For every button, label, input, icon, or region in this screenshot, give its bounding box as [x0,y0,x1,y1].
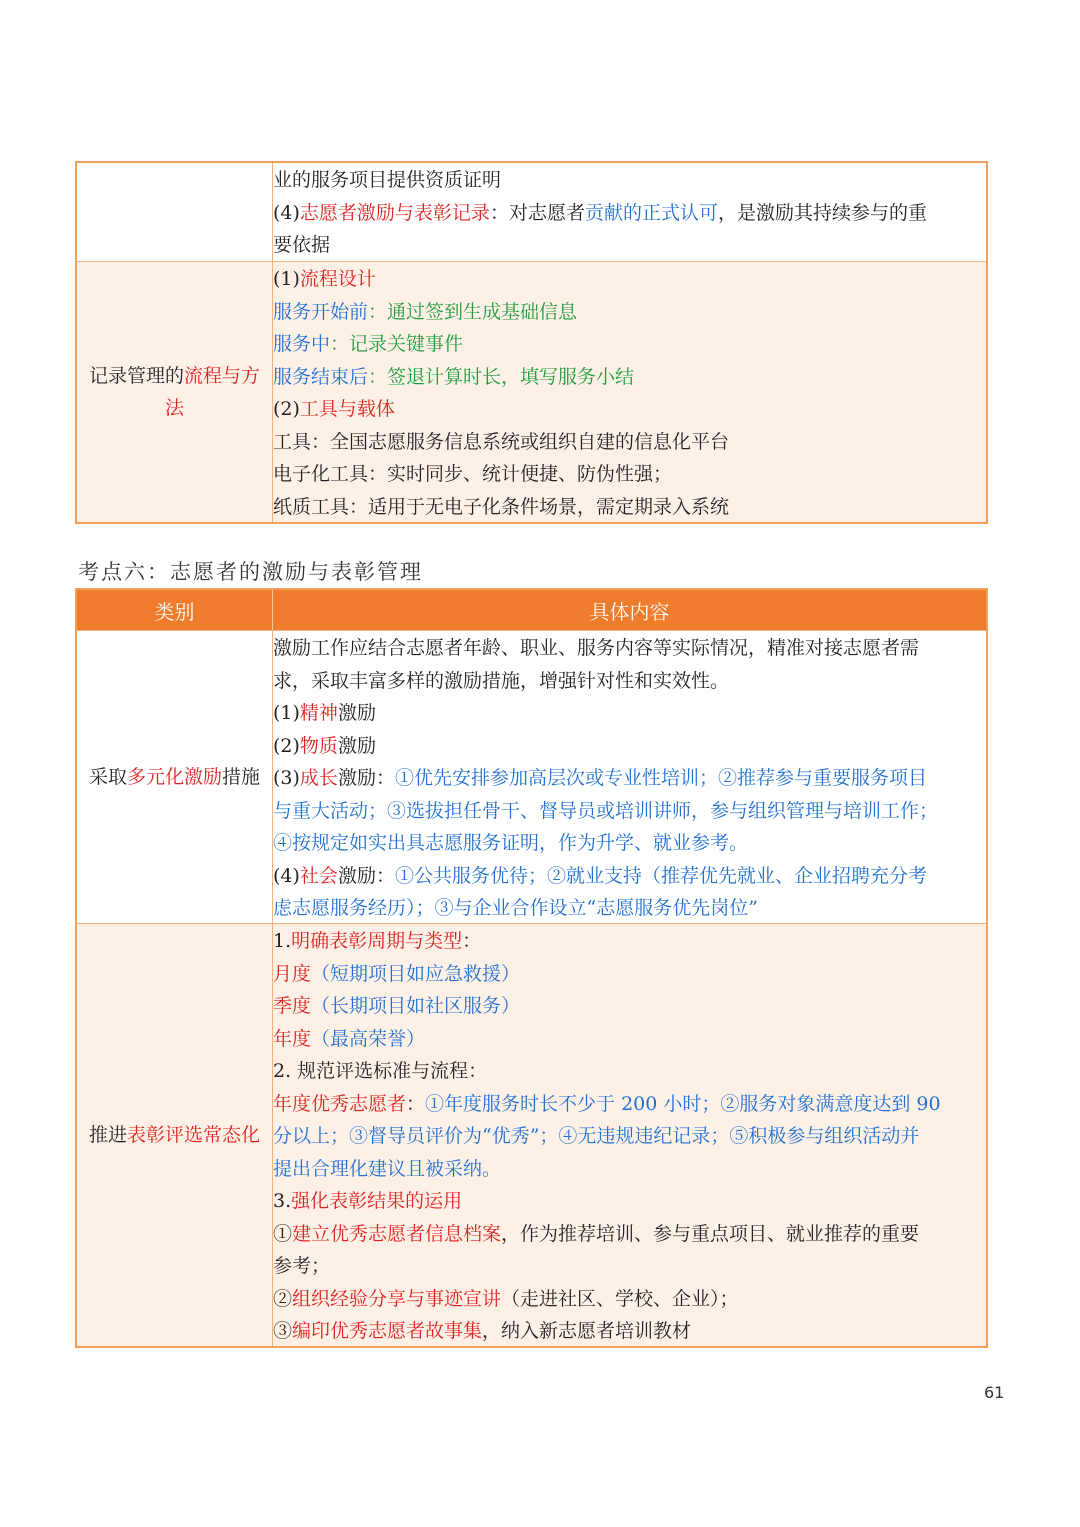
content-line: 电子化工具：实时同步、统计便捷、防伪性强； [273,463,673,485]
highlight-text: 工具与载体 [299,398,395,420]
header-content: 具体内容 [589,599,670,624]
highlight-text: 成长 [299,767,338,789]
highlight-text: 明确表彰周期与类型 [291,930,463,952]
highlight-text: ：记录关键事件 [330,333,464,355]
text: 激励： [337,864,395,887]
highlight-text: 志愿者激励与表彰记录 [299,201,490,224]
page-number: 61 [984,1383,1005,1402]
category-highlight: 表彰评选常态化 [127,1124,261,1146]
header-category: 类别 [77,590,273,630]
content-line: 业的服务项目提供资质证明 [273,169,502,191]
text: ，纳入新志愿者培训教材 [482,1320,692,1342]
content-line [273,296,986,329]
text: （走进社区、学校、企业）； [501,1287,739,1310]
highlight-text: （最高荣誉） [311,1027,426,1050]
item-number: (1) [273,268,300,290]
content-line: 纸质工具：适用于无电子化条件场景，需定期录入系统 [273,495,730,518]
category-cell [77,262,273,522]
highlight-text: 月度 [273,962,312,985]
content-line [273,361,986,394]
table-row [77,630,986,923]
highlight-text: 建立优秀志愿者信息档案 [292,1222,502,1245]
highlight-text: 社会 [299,864,338,887]
highlight-text: ①年度服务时长不少于 200 小时；②服务对象满意度达到 90 [425,1092,941,1115]
content-line [273,263,986,296]
category-text: 措施 [222,766,261,788]
text: ： [462,930,482,952]
highlight-text: 组织经验分享与事迹宣讲 [292,1287,502,1310]
item-number: (2) [273,398,300,420]
highlight-text: ：通过签到生成基础信息 [368,300,578,323]
category-text: 推进 [88,1124,127,1146]
content-line: 分以上；③督导员评价为“优秀”；④无违规违纪记录；⑤积极参与组织活动并 [273,1125,920,1147]
highlight-text: ①优先安排参加高层次或专业性培训；②推荐参与重要服务项目 [394,767,927,789]
table-header [77,590,986,630]
content-line [273,958,986,991]
category-cell-empty [77,163,273,261]
item-number: (1) [273,702,300,724]
text: 激励 [337,734,376,757]
content-line: 2. 规范评选标准与流程： [273,1060,488,1082]
table-row [77,163,986,261]
content-line [273,197,986,230]
text: ：对志愿者 [489,201,585,224]
content-cell [273,262,986,522]
content-line: 激励工作应结合志愿者年龄、职业、服务内容等实际情况，精准对接志愿者需 [273,637,920,659]
highlight-text: 服务开始前 [273,300,369,323]
content-line [273,1315,986,1348]
content-line [273,762,986,795]
content-line: 要依据 [273,234,331,256]
highlight-text: ：签退计算时长，填写服务小结 [368,365,635,388]
highlight-text: （长期项目如社区服务） [311,995,521,1017]
content-line: ④按规定如实出具志愿服务证明，作为升学、就业参考。 [273,832,749,854]
highlight-text: 季度 [273,995,312,1017]
content-line [273,1185,986,1218]
content-line [273,1088,986,1121]
item-number: 3. [273,1190,292,1212]
item-number: ② [273,1287,293,1310]
highlight-text: 物质 [299,734,338,757]
content-line: 工具：全国志愿服务信息系统或组织自建的信息化平台 [273,430,730,453]
content-line: 与重大活动；③选拔担任骨干、督导员或培训讲师，参与组织管理与培训工作； [273,799,939,822]
highlight-text: 编印优秀志愿者故事集 [292,1320,483,1342]
content-cell [273,163,986,261]
content-line [273,730,986,763]
table-row [77,923,986,1346]
item-number: (2) [273,734,300,757]
content-line [273,1283,986,1316]
category-text: 采取 [88,766,127,788]
category-label [89,761,260,793]
category-cell [77,924,273,1346]
highlight-text: ①公共服务优待；②就业支持（推荐优先就业、企业招聘充分考 [394,864,927,887]
item-number: ① [273,1222,293,1245]
content-line [273,1023,986,1056]
highlight-text: 服务中 [273,333,331,355]
records-table [75,161,988,524]
content-line [273,1218,986,1251]
highlight-text: 年度优秀志愿者 [273,1092,407,1115]
item-number: (3) [273,767,300,789]
content-line: 求，采取丰富多样的激励措施，增强针对性和实效性。 [273,669,730,692]
content-line [273,393,986,426]
content-line [273,697,986,730]
item-number: 1. [273,930,292,952]
content-cell [273,631,986,923]
content-line [273,925,986,958]
highlight-text: 服务结束后 [273,365,369,388]
category-cell [77,631,273,923]
content-line: 参考； [273,1255,331,1277]
item-number: (4) [273,201,300,224]
category-highlight: 流程与方法 [164,365,261,419]
category-label [81,360,268,424]
text: ，是激励其持续参与的重 [717,201,927,224]
item-number: ③ [273,1320,293,1342]
section-title: 考点六：志愿者的激励与表彰管理 [78,560,423,584]
category-text: 记录管理的 [88,365,184,387]
text: 激励： [337,767,395,789]
text: ： [406,1092,426,1115]
content-line: 提出合理化建议且被采纳。 [273,1157,502,1180]
highlight-text: 精神 [299,702,338,724]
content-line: 虑志愿服务经历）；③与企业合作设立“志愿服务优先岗位” [273,897,758,919]
highlight-text: 强化表彰结果的运用 [291,1190,463,1212]
category-label [89,1119,260,1151]
incentive-table [75,588,988,1348]
table-row [77,261,986,522]
highlight-text: 流程设计 [299,268,376,290]
category-highlight: 多元化激励 [126,766,222,788]
item-number: (4) [273,864,300,887]
content-cell [273,924,986,1346]
content-line [273,990,986,1023]
content-line [273,860,986,893]
content-line [273,328,986,361]
highlight-text: 年度 [273,1027,312,1050]
highlight-text: （短期项目如应急救援） [311,962,521,985]
text: 激励 [337,702,376,724]
text: ，作为推荐培训、参与重点项目、就业推荐的重要 [501,1222,920,1245]
highlight-text: 贡献的正式认可 [584,201,718,224]
